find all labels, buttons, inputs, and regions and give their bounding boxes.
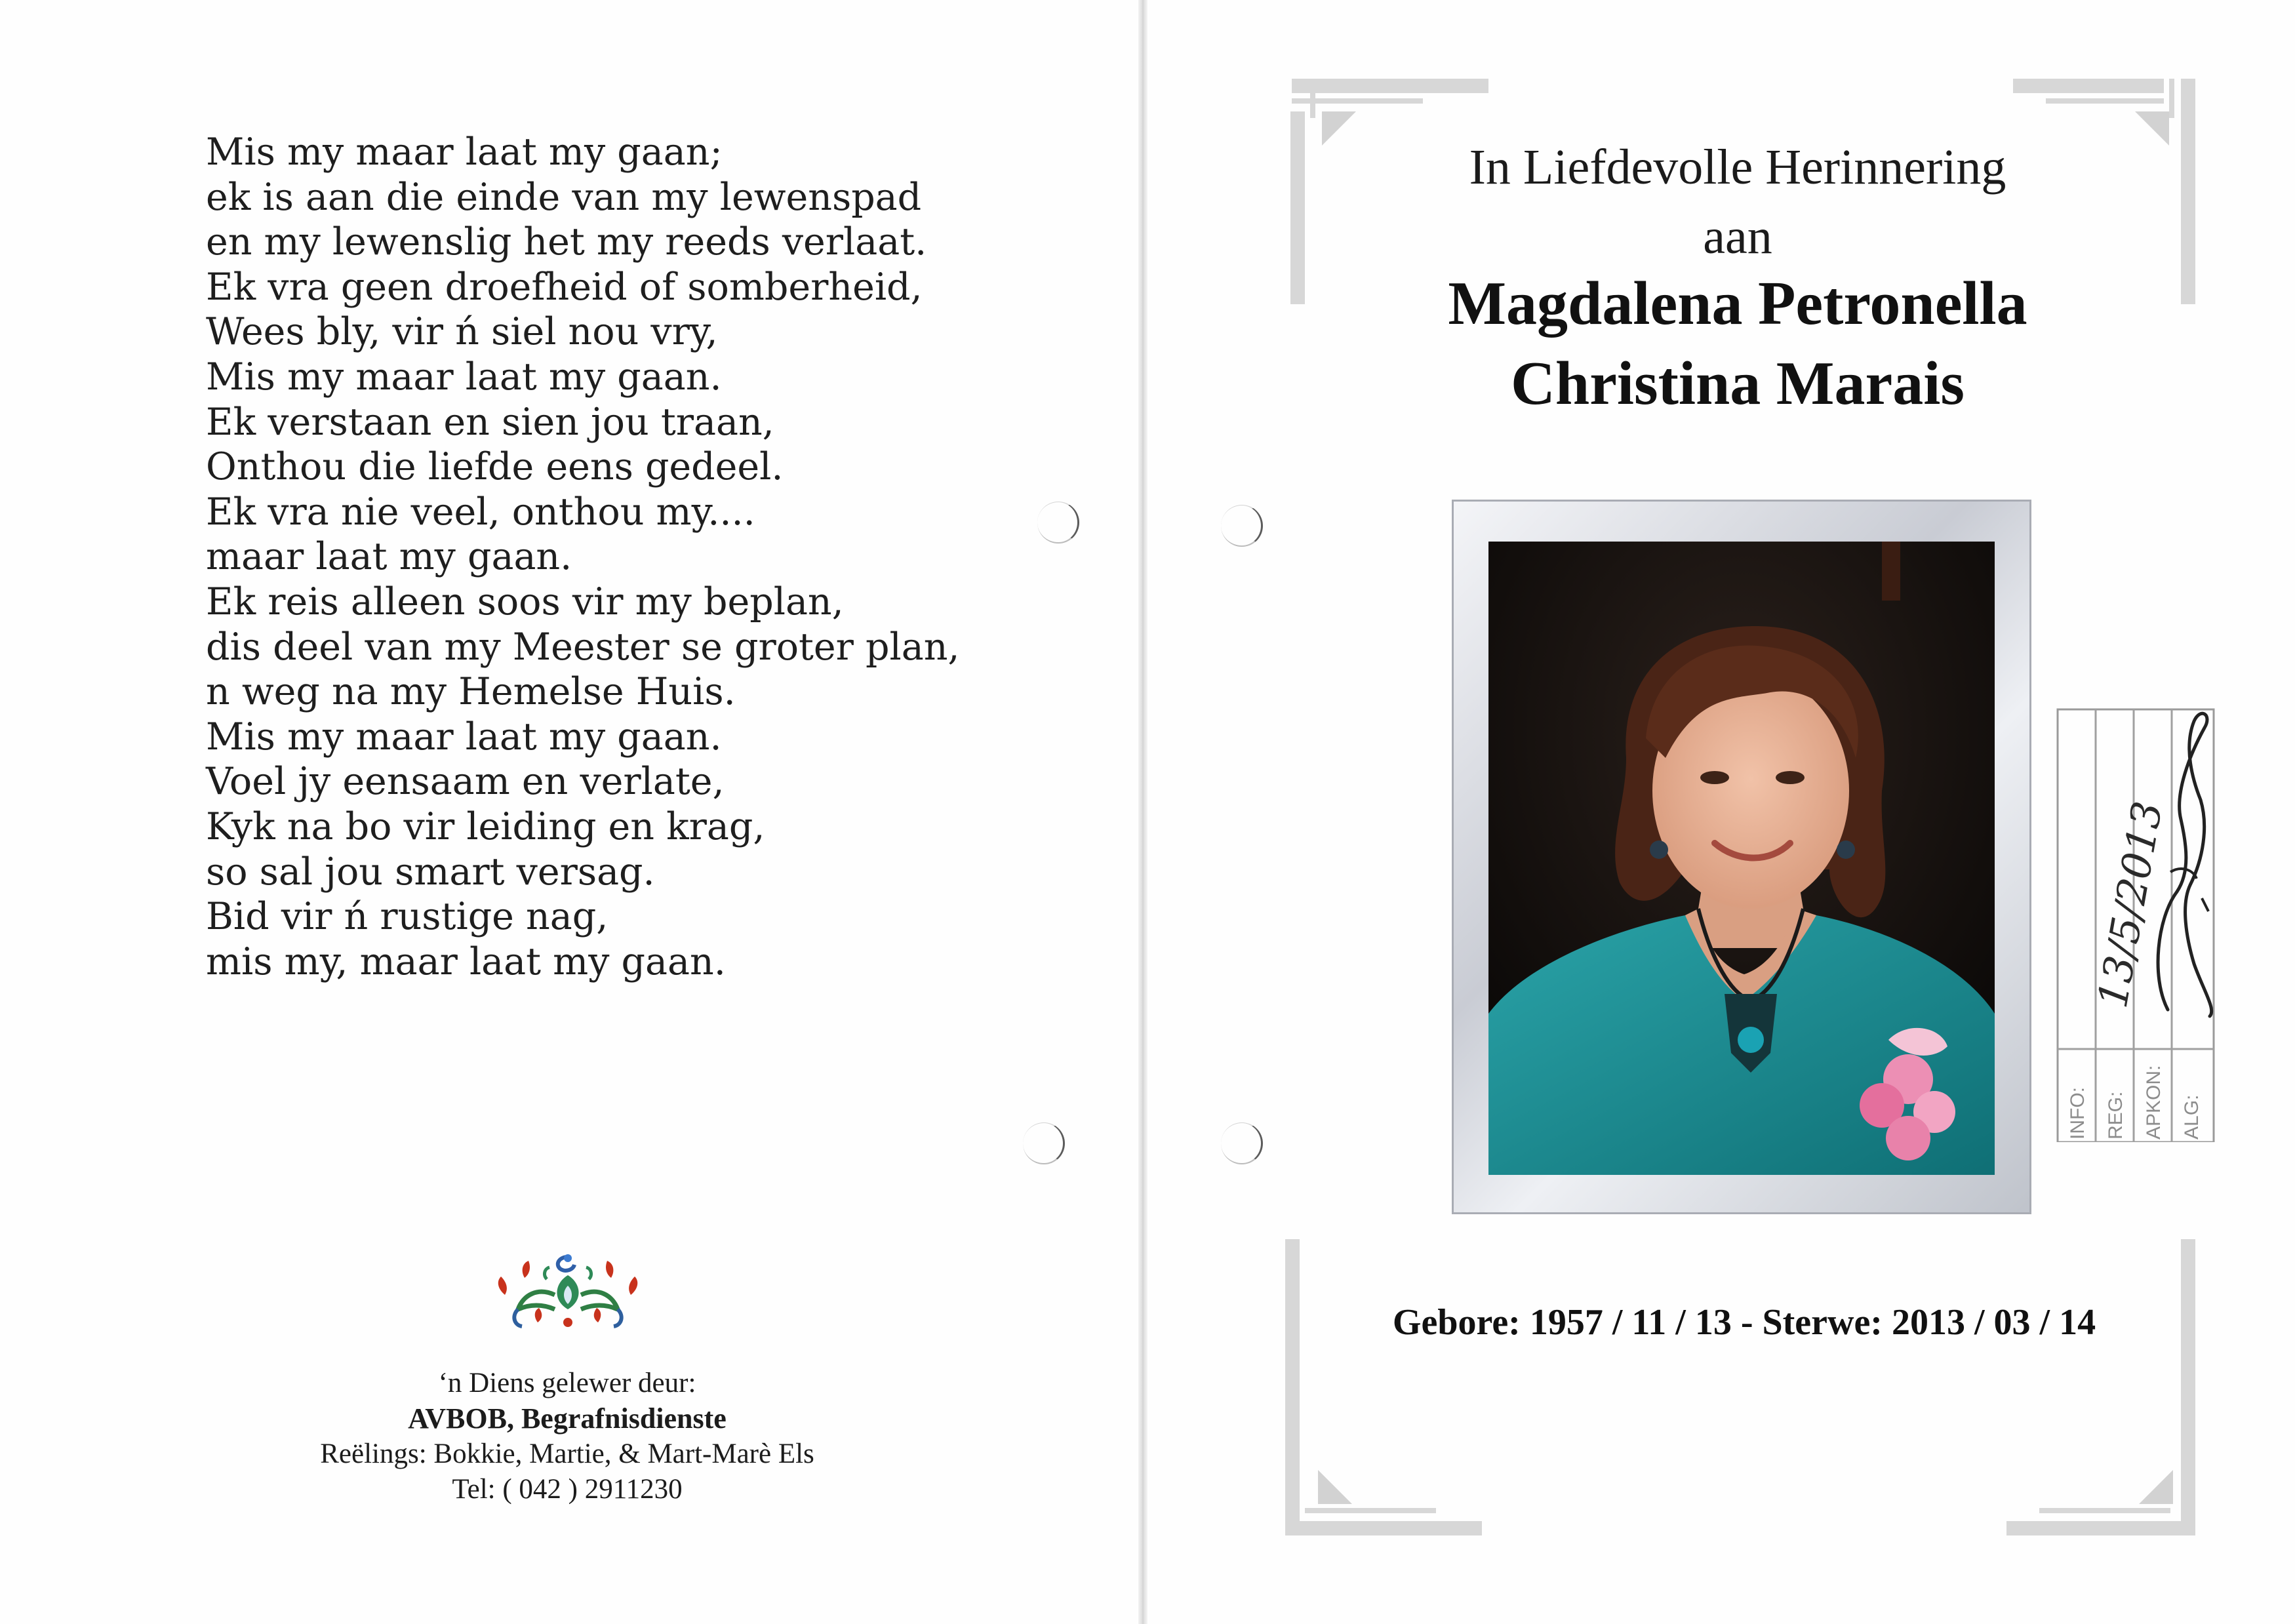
portrait-photo [1488, 542, 1995, 1175]
deceased-name-line2: Christina Marais [1511, 349, 1965, 418]
poem-line: Mis my maar laat my gaan; [206, 130, 723, 174]
memorial-intro: In Liefdevolle Herinnering [1469, 140, 2006, 195]
handwritten-date: 13/5/2013 [2088, 797, 2172, 1012]
poem-line: n weg na my Hemelse Huis. [206, 670, 736, 714]
poem-line: Bid vir ń rustige nag, [206, 895, 609, 939]
service-company: AVBOB, Begrafnisdienste [408, 1402, 727, 1435]
punch-hole-right-top [1221, 505, 1263, 547]
punch-hole-left-bottom [1023, 1122, 1065, 1164]
poem-line: Ek reis alleen soos vir my beplan, [206, 580, 844, 624]
floral-ornament-icon [492, 1249, 644, 1334]
punch-hole-left-top [1037, 502, 1079, 544]
poem-line: Voel jy eensaam en verlate, [206, 760, 725, 804]
service-arrangements: Reëlings: Bokkie, Martie, & Mart-Marè Els [320, 1438, 814, 1469]
deceased-name-line1: Magdalena Petronella [1448, 269, 2027, 338]
poem-line: so sal jou smart versag. [206, 850, 655, 894]
poem-line: Kyk na bo vir leiding en krag, [206, 804, 765, 848]
poem-line: maar laat my gaan. [206, 535, 572, 579]
portrait-illustration [1488, 542, 1995, 1175]
punch-hole-right-bottom [1221, 1122, 1263, 1164]
poem-line: Onthou die liefde eens gedeel. [206, 445, 784, 489]
registration-stamp [2052, 702, 2215, 1142]
stamp-label-info: INFO: [2067, 1087, 2088, 1139]
poem-line: en my lewenslig het my reeds verlaat. [206, 220, 927, 264]
stamp-label-apkon: APKON: [2143, 1065, 2165, 1139]
poem-line: dis deel van my Meester se groter plan, [206, 625, 960, 669]
service-telephone: Tel: ( 042 ) 2911230 [452, 1474, 683, 1505]
poem-line: Wees bly, vir ń siel nou vry, [206, 310, 718, 354]
poem-line: Mis my maar laat my gaan. [206, 715, 722, 759]
page-fold [1138, 0, 1148, 1624]
stamp-label-alg: ALG: [2181, 1094, 2203, 1139]
poem [206, 130, 993, 984]
service-provided-by: ‘n Diens gelewer deur: [438, 1368, 696, 1398]
poem-line: Ek verstaan en sien jou traan, [206, 400, 774, 444]
poem-line: Ek vra geen droefheid of somberheid, [206, 265, 923, 309]
funeral-service-info [249, 1366, 885, 1507]
memorial-intro-aan: aan [1703, 209, 1772, 264]
handwritten-signature-icon [2158, 713, 2212, 1016]
stamp-label-reg: REG: [2105, 1091, 2126, 1139]
poem-line: Ek vra nie veel, onthou my.... [206, 490, 755, 534]
poem-line: mis my, maar laat my gaan. [206, 940, 726, 983]
poem-line: Mis my maar laat my gaan. [206, 355, 722, 399]
poem-line: ek is aan die einde van my lewenspad [206, 175, 922, 219]
birth-death-dates: Gebore: 1957 / 11 / 13 - Sterwe: 2013 / 03 / 14 [1392, 1302, 2096, 1343]
